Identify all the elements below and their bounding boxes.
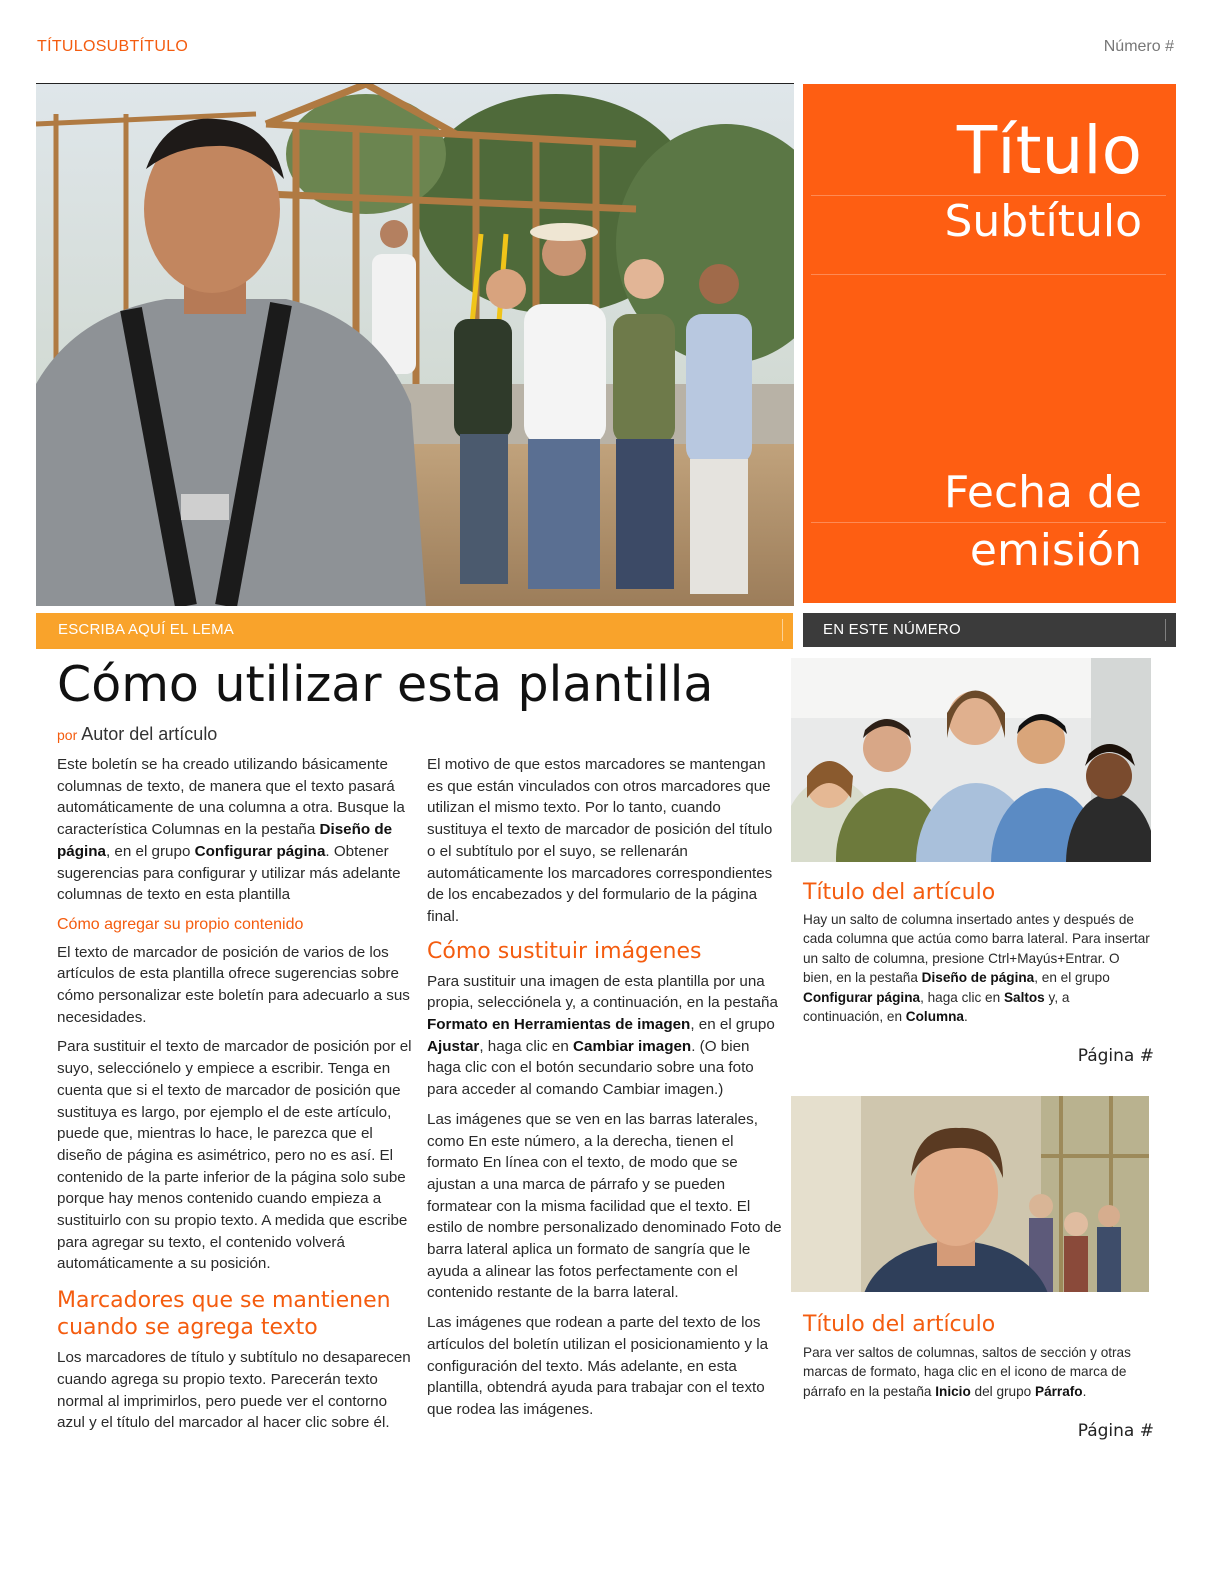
article-paragraph: Las imágenes que se ven en las barras laterales, como En este número, a la derecha, tienen el formato En línea con el texto, de modo que se ajustan a una marca de párrafo y se pueden formatear con la misma facilidad que el texto. El estilo de nombre personalizado denominado Foto de barra lateral aplica un formato de sangría que le ayuda a alinear las fotos perfectamente con el contenido restante de la barra lateral. (427, 1110, 782, 1302)
article-paragraph: Para sustituir una imagen de esta plantilla por una propia, selecciónela y, a continuación, en la pestaña Formato en Herramientas de imagen, en el grupo Ajustar, haga clic en Cambiar imagen. (O bien haga clic con el botón secundario sobre una foto para acceder al comando Cambiar imagen.) (427, 972, 778, 1099)
slogan-bar (36, 613, 793, 649)
sidebar-article-title-1[interactable]: Título del artículo (803, 880, 996, 905)
byline (57, 724, 217, 745)
article-column-2 (427, 754, 784, 1429)
heading-replace-images: Cómo sustituir imágenes (427, 938, 702, 964)
sidebar-page-number-2: Página # (1077, 1421, 1154, 1441)
sidebar-photo-group (791, 658, 1151, 862)
article-paragraph: El texto de marcador de posición de varios de los artículos de esta plantilla ofrece sugerencias sobre cómo personalizar este boletín para adecuarlo a sus necesidades. (57, 943, 410, 1026)
title-box (803, 84, 1176, 603)
hero-photo (36, 83, 794, 606)
subheading-own-content: Cómo agregar su propio contenido (57, 915, 304, 933)
sidebar-article-text-1: Hay un salto de columna insertado antes y después de cada columna que actúa como barra lateral. Para insertar un salto de columna, presione Ctrl+Mayús+Entrar. O bien, en la pestaña Diseño de página, en el grupo Configurar página, haga clic en Saltos y, a continuación, en Columna. (803, 912, 1150, 1025)
article-column-1 (57, 754, 417, 1442)
sidebar-article-title-2[interactable]: Título del artículo (803, 1312, 996, 1337)
article-paragraph: Las imágenes que rodean a parte del texto de los artículos del boletín utilizan el posicionamiento y la configuración del texto. Más adelante, en esta plantilla, obtendrá ayuda para trabajar con el texto que rodea las imágenes. (427, 1314, 769, 1418)
article-paragraph: Para sustituir el texto de marcador de posición por el suyo, selecciónelo y empiece a escribir. Tenga en cuenta que si el texto de marcador de posición que sustituya es largo, por ejemplo el de este artículo, puede que, mientras lo hace, le parezca que el diseño de página es asimétrico, pero no es así. El contenido de la parte inferior de la página solo sube porque hay menos contenido cuando empieza a sustituirlo con su propio texto. A medida que escribe para agregar su texto, el contenido volverá automáticamente a su posición. (57, 1038, 412, 1273)
byline-author[interactable]: Autor del artículo (81, 724, 218, 744)
issue-date-line1: Fecha de (944, 467, 1142, 518)
header-issue-number: Número # (1103, 38, 1174, 55)
slogan-text[interactable]: ESCRIBA AQUÍ EL LEMA (58, 621, 235, 638)
in-this-issue-label: EN ESTE NÚMERO (823, 621, 961, 638)
article-paragraph: Los marcadores de título y subtítulo no desaparecen cuando agrega su propio texto. Parecerán texto normal al imprimirlos, pero puede ver el contorno azul y el título del marcador al hacer clic sobre él. (57, 1349, 411, 1432)
sidebar-page-number-1: Página # (1077, 1046, 1154, 1066)
article-paragraph: El motivo de que estos marcadores se mantengan es que están vinculados con otros marcadores que utilizan el mismo texto. Por lo tanto, cuando sustituya el texto de marcador de posición del título o el subtítulo por el suyo, se rellenarán automáticamente los marcadores correspondientes de los encabezados y del formulario de la página final. (427, 756, 773, 925)
article-title[interactable]: Cómo utilizar esta plantilla (57, 656, 714, 713)
issue-date-line2: emisión (969, 525, 1142, 576)
newsletter-subtitle[interactable]: Subtítulo (944, 196, 1142, 247)
sidebar-photo-man (791, 1096, 1149, 1292)
heading-markers: Marcadores que se mantienen cuando se agrega texto (57, 1288, 391, 1341)
header-title-subtitle: TÍTULOSUBTÍTULO (37, 38, 189, 55)
byline-prefix: por (57, 727, 78, 743)
sidebar-article-text-2: Para ver saltos de columnas, saltos de sección y otras marcas de formato, haga clic en el icono de marca de párrafo en la pestaña Inicio del grupo Párrafo. (803, 1345, 1131, 1399)
article-paragraph: Este boletín se ha creado utilizando básicamente columnas de texto, de manera que el texto pasará automáticamente de una columna a otra. Busque la característica Columnas en la pestaña Diseño de página, en el grupo Configurar página. Obtener sugerencias para configurar y utilizar más adelante columnas de texto en esta plantilla (57, 756, 405, 904)
issue-date[interactable] (944, 464, 1142, 580)
newsletter-title[interactable]: Título (956, 112, 1142, 189)
in-this-issue-bar (803, 613, 1176, 647)
